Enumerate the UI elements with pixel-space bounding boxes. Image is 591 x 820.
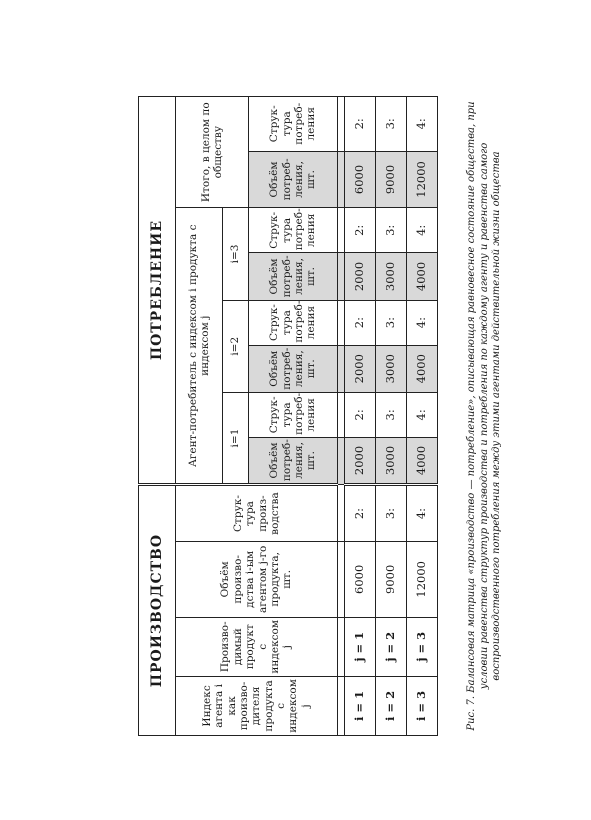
agent-index: i = 3	[407, 676, 438, 735]
consumption-structure: 4:	[407, 392, 438, 437]
total-structure: 4:	[407, 97, 438, 152]
header-consumption-structure: Струк-тура потреб-ления	[249, 392, 338, 437]
consumption-volume: 2000	[345, 345, 376, 392]
consumption-structure: 2:	[345, 208, 376, 253]
consumption-structure: 2:	[345, 392, 376, 437]
consumption-structure: 3:	[376, 392, 407, 437]
table-row	[407, 97, 438, 736]
header-total: Итого, в целом по обществу	[176, 97, 249, 208]
production-structure: 2:	[345, 485, 376, 542]
production-volume: 9000	[376, 541, 407, 617]
consumption-volume: 2000	[345, 253, 376, 300]
product-index: j = 2	[376, 617, 407, 676]
header-consumption-volume: Объём потреб-ления, шт.	[249, 253, 338, 300]
consumption-volume: 4000	[407, 437, 438, 484]
total-structure: 3:	[376, 97, 407, 152]
header-consumption-structure: Струк-тура потреб-ления	[249, 300, 338, 345]
header-consumer-agent: Агент-потребитель с индексом i продукта с индексом j	[176, 208, 223, 485]
header-agent: Индекс агента i как произво-дителя продукта с индексом j	[176, 676, 338, 735]
production-volume: 12000	[407, 541, 438, 617]
total-volume: 9000	[376, 151, 407, 208]
table-row	[345, 97, 376, 736]
production-structure: 4:	[407, 485, 438, 542]
consumption-structure: 4:	[407, 300, 438, 345]
header-product: Произво-димый продукт с индексом j	[176, 617, 338, 676]
consumption-structure: 3:	[376, 300, 407, 345]
caption-text: Рис. 7. Балансовая матрица «производство — потребление», описывающая равновесное состояние общества, при условии равенства структур производства и потребления по каждому агенту и равенства самого воспроизводственного потребления между этими агентами действительной жизни общества	[466, 101, 502, 731]
total-volume: 12000	[407, 151, 438, 208]
total-volume: 6000	[345, 151, 376, 208]
separator-row	[338, 97, 345, 736]
header-total-structure: Струк-тура потреб-ления	[249, 97, 338, 152]
header-consumption-volume: Объём потреб-ления, шт.	[249, 437, 338, 484]
balance-table	[138, 96, 438, 736]
total-structure: 2:	[345, 97, 376, 152]
product-index: j = 3	[407, 617, 438, 676]
product-index: j = 1	[345, 617, 376, 676]
header-total-volume: Объём потреб-ления, шт.	[249, 151, 338, 208]
consumption-volume: 4000	[407, 345, 438, 392]
header-consumption-structure: Струк-тура потреб-ления	[249, 208, 338, 253]
header-consumption-volume: Объём потреб-ления, шт.	[249, 345, 338, 392]
consumption-volume: 3000	[376, 345, 407, 392]
subheader-i2: i=2	[223, 300, 249, 392]
consumption-structure: 2:	[345, 300, 376, 345]
consumption-volume: 2000	[345, 437, 376, 484]
production-structure: 3:	[376, 485, 407, 542]
production-volume: 6000	[345, 541, 376, 617]
consumption-volume: 3000	[376, 253, 407, 300]
agent-index: i = 1	[345, 676, 376, 735]
agent-index: i = 2	[376, 676, 407, 735]
figure-caption	[466, 96, 556, 736]
consumption-volume: 4000	[407, 253, 438, 300]
header-production-volume: Объём произво-дства i-ым агентом j-го продукта, шт.	[176, 541, 338, 617]
consumption-title: ПОТРЕБЛЕНИЕ	[139, 97, 176, 485]
consumption-structure: 4:	[407, 208, 438, 253]
header-production-structure: Струк-тура произ-водства	[176, 485, 338, 542]
table-row	[376, 97, 407, 736]
subheader-i1: i=1	[223, 392, 249, 484]
subheader-i3: i=3	[223, 208, 249, 300]
consumption-volume: 3000	[376, 437, 407, 484]
balance-matrix	[138, 96, 438, 736]
production-title: ПРОИЗВОДСТВО	[139, 485, 176, 736]
consumption-structure: 3:	[376, 208, 407, 253]
